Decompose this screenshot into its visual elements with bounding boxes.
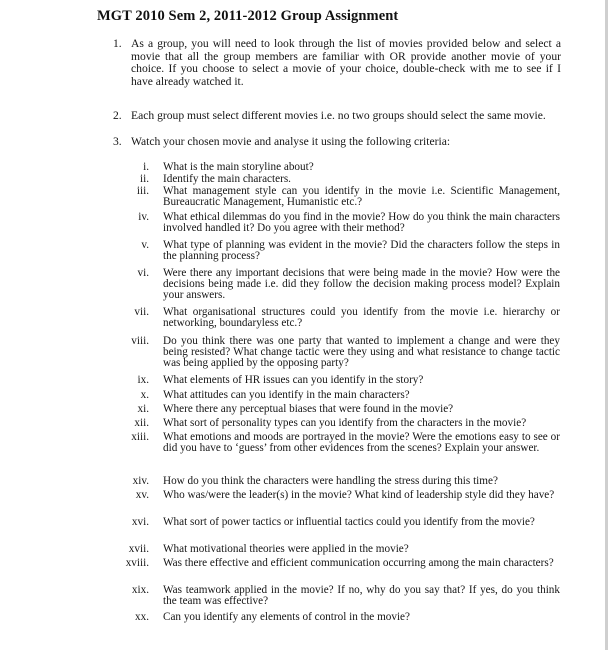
criterion-numeral: xiii.	[131, 431, 149, 443]
criterion-text: What sort of power tactics or influential tactics could you identify from the movie?	[163, 516, 535, 528]
criterion-numeral: xv.	[135, 489, 149, 501]
criterion-numeral: iv.	[138, 211, 149, 223]
criterion-text: What type of planning was evident in the movie? Did the characters follow the steps in the planning process?	[163, 239, 560, 263]
instruction-number: 2.	[113, 109, 122, 122]
document-title: MGT 2010 Sem 2, 2011-2012 Group Assignment	[97, 8, 399, 24]
instruction-number: 1.	[113, 37, 122, 50]
criterion-numeral: i.	[143, 161, 149, 173]
instruction-text: Watch your chosen movie and analyse it using the following criteria:	[131, 135, 451, 148]
criterion-numeral: viii.	[131, 335, 149, 347]
criterion-numeral: xx.	[135, 611, 149, 623]
instruction-number: 3.	[113, 135, 122, 148]
criterion-text: Was there effective and efficient communication occurring among the main characters?	[163, 557, 554, 569]
criterion-numeral: xii.	[134, 417, 149, 429]
criterion-numeral: xviii.	[125, 557, 149, 569]
criterion-text: Do you think there was one party that wanted to implement a change and were they being resisted? What change tactic were they using and what resistance to change tactic was being applied by the opposing party?	[163, 335, 560, 370]
criterion-text: What motivational theories were applied in the movie?	[163, 543, 409, 555]
criterion-text: Where there any perceptual biases that were found in the movie?	[163, 403, 454, 415]
criterion-text: What is the main storyline about?	[163, 161, 314, 173]
criterion-text: What emotions and moods are portrayed in the movie? Were the emotions easy to see or did you have to ‘guess’ from other evidences from the scenes? Explain your answer.	[163, 431, 560, 455]
instruction-text: Each group must select different movies i.e. no two groups should select the same movie.	[131, 109, 546, 122]
criterion-numeral: xvii.	[128, 543, 149, 555]
criterion-text: Who was/were the leader(s) in the movie? What kind of leadership style did they have?	[163, 489, 555, 501]
criterion-numeral: vii.	[134, 306, 149, 318]
criterion-numeral: ix.	[137, 374, 149, 386]
criterion-numeral: xvi.	[131, 516, 149, 528]
criterion-text: Were there any important decisions that were being made in the movie? How were the decisions being made i.e. did they follow the decision making process model? Explain your answers.	[163, 267, 560, 302]
criterion-text: What ethical dilemmas do you find in the movie? How do you think the main characters involved handled it? Do you agree with their method?	[163, 211, 560, 235]
criterion-text: What attitudes can you identify in the main characters?	[163, 389, 410, 401]
criterion-text: What organisational structures could you identify from the movie i.e. hierarchy or networking, boundaryless etc.?	[163, 306, 560, 330]
criterion-numeral: v.	[141, 239, 149, 251]
criterion-text: Can you identify any elements of control in the movie?	[163, 611, 410, 623]
criterion-numeral: xix.	[131, 584, 149, 596]
instruction-text: As a group, you will need to look through the list of movies provided below and select a movie that all the group members are familiar with OR provide another movie of your choice. If you choose to select a movie of your choice, double-check with me to see if I have already watched it.	[131, 37, 561, 88]
criterion-text: How do you think the characters were handling the stress during this time?	[163, 475, 498, 487]
criterion-text: What elements of HR issues can you identify in the story?	[163, 374, 424, 386]
criterion-text: Identify the main characters.	[163, 173, 291, 185]
criterion-numeral: xi.	[137, 403, 149, 415]
criterion-numeral: ii.	[139, 173, 149, 185]
criterion-numeral: x.	[140, 389, 149, 401]
criterion-text: Was teamwork applied in the movie? If no, why do you say that? If yes, do you think the team was effective?	[163, 584, 560, 608]
criterion-numeral: iii.	[136, 185, 149, 197]
criterion-numeral: xiv.	[132, 475, 149, 487]
criterion-numeral: vi.	[137, 267, 149, 279]
criterion-text: What management style can you identify in the movie i.e. Scientific Management, Bureaucratic Management, Humanistic etc.?	[163, 185, 560, 209]
criterion-text: What sort of personality types can you identify from the characters in the movie?	[163, 417, 527, 429]
